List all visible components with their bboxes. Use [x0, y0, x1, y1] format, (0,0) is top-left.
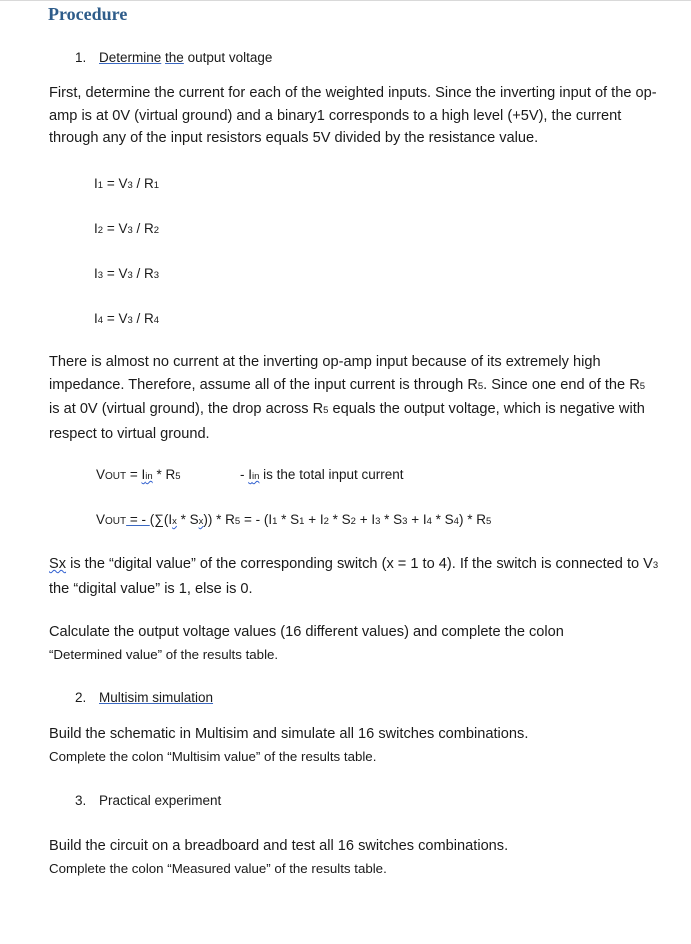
note-total-input-current: - Iin is the total input current [240, 467, 404, 482]
equation-vout-expanded: VOUT = - (∑(Ix * Sx)) * R5 = - (I1 * S1 + I2 * S2 + I3 * S3 + I4 * S4) * R5 [96, 512, 492, 527]
paragraph-digital-value: Sx is the “digital value” of the corresponding switch (x = 1 to 4). If the switch is connected to V3 the “digital value” is 1, else is 0. [49, 556, 659, 597]
page-title: Procedure [48, 4, 128, 24]
step-number: 3. [75, 793, 87, 808]
step-title-part: the [165, 50, 184, 65]
step-1-heading [75, 50, 272, 65]
step-title: Practical experiment [99, 793, 222, 808]
paragraph-calculate: Calculate the output voltage values (16 different values) and complete the colon “Determined value” of the results table. [49, 624, 564, 662]
paragraph-currents-intro: First, determine the current for each of the weighted inputs. Since the inverting input of the op-amp is at 0V (virtual ground) and a binary1 corresponds to a high level (+5V), the current through any of the input resistors equals 5V divided by the resistance value. [49, 85, 657, 146]
equation-i3: I3 = V3 / R3 [94, 266, 160, 281]
step-2-heading [75, 690, 213, 705]
paragraph-breadboard: Build the circuit on a breadboard and test all 16 switches combinations. Complete the colon “Measured value” of the results table. [49, 838, 509, 876]
top-rule [0, 0, 691, 1]
equation-i1: I1 = V3 / R1 [94, 176, 160, 191]
step-title-part: output voltage [183, 50, 273, 65]
step-number: 2. [75, 690, 87, 705]
step-3-heading [75, 793, 221, 808]
step-title: Multisim simulation [99, 690, 214, 705]
step-title-part: Determine [99, 50, 162, 65]
equation-i4: I4 = V3 / R4 [94, 311, 160, 326]
step-number: 1. [75, 50, 87, 65]
equation-i2: I2 = V3 / R2 [94, 221, 160, 236]
equation-vout-simple: VOUT = Iin * R5 [96, 467, 181, 482]
paragraph-virtual-ground: There is almost no current at the inverting op-amp input because of its extremely high impedance. Therefore, assume all of the input current is through R5. Since one end of the R5 is at 0V (virtual ground), the drop across R5 equals the output voltage, which is negative with respect to virtual ground. [49, 354, 646, 442]
paragraph-multisim: Build the schematic in Multisim and simulate all 16 switches combinations. Complete the colon “Multisim value” of the results table. [49, 726, 529, 764]
